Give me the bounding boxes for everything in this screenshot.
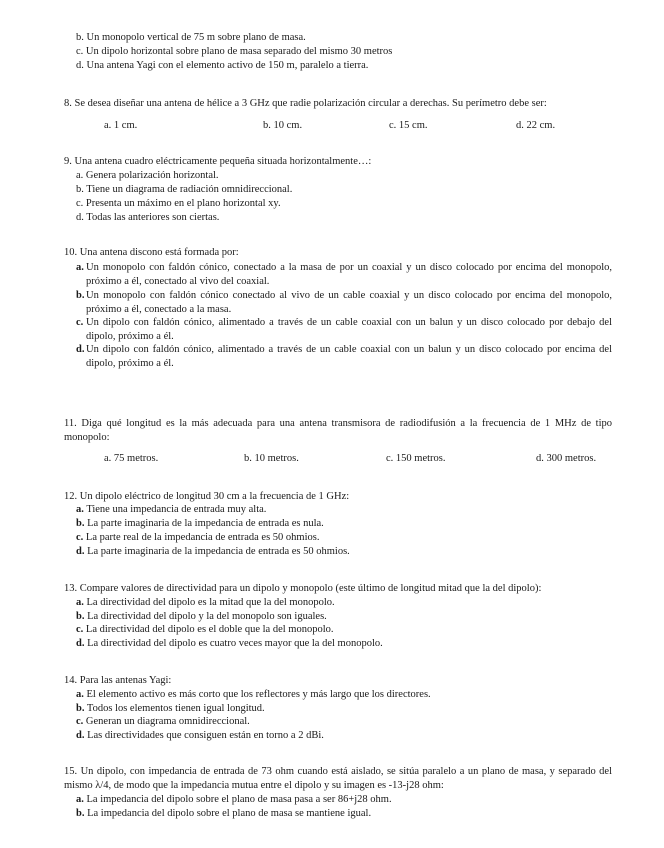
question-9-option-d: d. Todas las anteriores son ciertas. bbox=[76, 212, 220, 223]
question-11-option-b: b. 10 metros. bbox=[244, 453, 299, 464]
question-14-option-d: d. Las directividades que consiguen están en torno a 2 dBi. bbox=[76, 730, 324, 741]
question-13-option-d: d. La directividad del dipolo es cuatro veces mayor que la del monopolo. bbox=[76, 638, 383, 649]
question-14-option-b: b. Todos los elementos tienen igual longitud. bbox=[76, 703, 265, 714]
question-11-stem: 11. Diga qué longitud es la más adecuada para una antena transmisora de radiodifusión a la frecuencia de 1 MHz de tipo monopolo: bbox=[64, 418, 612, 443]
question-12-option-a: a. Tiene una impedancia de entrada muy alta. bbox=[76, 504, 267, 515]
question-12-option-d: d. La parte imaginaria de la impedancia de entrada es 50 ohmios. bbox=[76, 546, 350, 557]
prev-option-d: d. Una antena Yagi con el elemento activo de 150 m, paralelo a tierra. bbox=[76, 60, 369, 71]
prev-option-c: c. Un dipolo horizontal sobre plano de masa separado del mismo 30 metros bbox=[76, 46, 393, 57]
question-9-option-a: a. Genera polarización horizontal. bbox=[76, 170, 219, 181]
question-14-option-a: a. El elemento activo es más corto que los reflectores y más largo que los directores. bbox=[76, 689, 431, 700]
question-8-option-d: d. 22 cm. bbox=[516, 120, 556, 131]
question-9-option-b: b. Tiene un diagrama de radiación omnidireccional. bbox=[76, 184, 293, 195]
question-12-stem: 12. Un dipolo eléctrico de longitud 30 cm a la frecuencia de 1 GHz: bbox=[64, 491, 350, 502]
question-13-stem: 13. Compare valores de directividad para un dipolo y monopolo (este último de longitud mitad que la del dipolo): bbox=[64, 583, 542, 594]
question-11-option-a: a. 75 metros. bbox=[104, 453, 159, 464]
question-10-stem: 10. Una antena discono está formada por: bbox=[64, 247, 239, 258]
question-14-option-c: c. Generan un diagrama omnidireccional. bbox=[76, 716, 250, 727]
question-11-option-d: d. 300 metros. bbox=[536, 453, 597, 464]
question-8-stem: 8. Se desea diseñar una antena de hélice a 3 GHz que radie polarización circular a derechas. Su perímetro debe ser: bbox=[64, 98, 547, 109]
question-9-stem: 9. Una antena cuadro eléctricamente pequeña situada horizontalmente…: bbox=[64, 156, 372, 167]
prev-option-b: b. Un monopolo vertical de 75 m sobre plano de masa. bbox=[76, 32, 306, 43]
question-11-options bbox=[0, 452, 664, 466]
question-13-option-c: c. La directividad del dipolo es el doble que la del monopolo. bbox=[76, 624, 334, 635]
question-14-stem: 14. Para las antenas Yagi: bbox=[64, 675, 172, 686]
question-13-option-b: b. La directividad del dipolo y la del monopolo son iguales. bbox=[76, 611, 327, 622]
question-12-option-c: c. La parte real de la impedancia de entrada es 50 ohmios. bbox=[76, 532, 320, 543]
question-13-option-a: a. La directividad del dipolo es la mitad que la del monopolo. bbox=[76, 597, 335, 608]
question-15-option-b: b. La impedancia del dipolo sobre el plano de masa se mantiene igual. bbox=[76, 808, 372, 819]
question-15-stem: 15. Un dipolo, con impedancia de entrada de 73 ohm cuando está aislado, se sitúa paralelo a un plano de masa, y separado del mismo λ/4, de modo que la impedancia mutua entre el dipolo y su imagen es -13-j28 ohm: bbox=[64, 766, 612, 791]
question-8-option-c: c. 15 cm. bbox=[389, 120, 428, 131]
question-8-option-a: a. 1 cm. bbox=[104, 120, 138, 131]
question-12-option-b: b. La parte imaginaria de la impedancia de entrada es nula. bbox=[76, 518, 324, 529]
question-8-options bbox=[0, 119, 664, 133]
question-8-option-b: b. 10 cm. bbox=[263, 120, 303, 131]
question-9-option-c: c. Presenta un máximo en el plano horizontal xy. bbox=[76, 198, 281, 209]
exam-page: b. Un monopolo vertical de 75 m sobre plano de masa. c. Un dipolo horizontal sobre plano de masa separado del mismo 30 metros d. Una antena Yagi con el elemento activo de 150 m, paralelo a tierra. 8. Se desea diseñar una antena de hélice a 3 GHz que radie polarización circular a derechas. Su perímetro debe ser: a. 1 cm. b. 10 cm. c. 15 cm. d. 22 cm. 9. Una antena cuadro eléctricamente pequeña situada horizontalmente…: a. Genera polarización horizontal. b. Tiene un diagrama de radiación omnidireccional. c. Presenta un máximo en el plano horizontal xy. d. Todas las anteriores son ciertas. 10. Una antena discono está formada por: a. Un monopolo con faldón cónico, conectado a la masa de por un coaxial y un disco colocado por encima del monopolo, próximo a él, conectado al vivo del coaxial. b. Un monopolo con faldón cónico conectado al vivo de un cable coaxial y un disco colocado por encima del monopolo, próximo a él, conectado a la masa. c. Un dipolo con faldón cónico, alimentado a través de un cable coaxial con un balun y un disco colocado por debajo del dipolo, próximo a él. d. Un dipolo con faldón cónico, alimentado a través de un cable coaxial con un balun y un disco colocado por encima del dipolo, próximo a él. 11. Diga qué longitud es la más adecuada para una antena transmisora de radiodifusión a la frecuencia de 1 MHz de tipo monopolo: a. 75 metros. b. 10 metros. c. 150 metros. d. 300 metros. 12. Un dipolo eléctrico de longitud 30 cm a la frecuencia de 1 GHz: a. Tiene una impedancia de entrada muy alta. b. La parte imaginaria de la impedancia de entrada es nula. c. La parte real de la impedancia de entrada es 50 ohmios. d. La parte imaginaria de la impedancia de entrada es 50 ohmios. 13. Compare valores de directividad para un dipolo y monopolo (este último de longitud mitad que la del dipolo): a. La directividad del dipolo es la mitad que la del monopolo. b. La directividad del dipolo y la del monopolo son iguales. c. La directividad del dipolo es el doble que la del monopolo. d. La directividad del dipolo es cuatro veces mayor que la del monopolo. 14. Para las antenas Yagi: a. El elemento activo es más corto que los reflectores y más largo que los directores. b. Todos los elementos tienen igual longitud. c. Generan un diagrama omnidireccional. d. Las directividades que consiguen están en torno a 2 dBi. 15. Un dipolo, con impedancia de entrada de 73 ohm cuando está aislado, se sitúa paralelo a un plano de masa, y separado del mismo λ/4, de modo que la impedancia mutua entre el dipolo y su imagen es -13-j28 ohm: a. La impedancia del dipolo sobre el plano de masa pasa a ser 86+j28 ohm. b. La impedancia del dipolo sobre el plano de masa se mantiene igual. bbox=[0, 0, 664, 848]
question-11-option-c: c. 150 metros. bbox=[386, 453, 446, 464]
question-15-option-a: a. La impedancia del dipolo sobre el plano de masa pasa a ser 86+j28 ohm. bbox=[76, 794, 392, 805]
